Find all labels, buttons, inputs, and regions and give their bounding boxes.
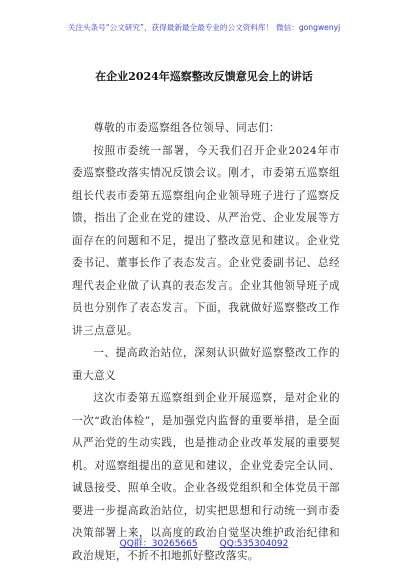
wechat-id: 微信：gongwenyj <box>276 23 341 32</box>
section-heading-1: 一、提高政治站位，深刻认识做好巡察整改工作的重大意义 <box>72 347 340 382</box>
qq-group-link[interactable]: QQ群：30265665 <box>119 539 198 549</box>
contact-footer <box>0 536 408 549</box>
qq-contact-link[interactable]: QQ:535304092 <box>219 539 289 549</box>
paragraph-intro: 按照市委统一部署，今天我们召开企业2024年市委巡察整改落实情况反馈会议。刚才，市委第五巡察组组长代表市委第五巡察组向企业领导班子进行了巡察反馈，指出了企业在党的建设、从严治党、企业发展等方面存在的问题和不足，提出了整改意见和建议。企业党委书记、董事长作了表态发言。企业党委副书记、总经理代表企业做了认真的表态发言。企业其他领导班子成员也分别作了表态发言。下面，我就做好巡察整改工作讲三点意见。 <box>72 144 340 337</box>
document-body <box>72 117 340 567</box>
promo-text: 关注头条号“公文研究”，获得最新最全最专业的公文资料库！ <box>67 23 274 32</box>
paragraph-section-1: 这次市委第五巡察组到企业开展巡察，是对企业的一次“政治体检”，是加强党内监督的重要举措，是全面从严治党的生动实践，也是推动企业改革发展的重要契机。对巡察组提出的意见和建议，企业党委完全认同、诚恳接受、照单全收。企业各级党组织和全体党员干部要进一步提高政治站位，切实把思想和行动统一到市委决策部署上来，以高度的政治自觉坚决维护政治纪律和政治规矩，不折不扣地抓好整改落实。 <box>72 392 340 562</box>
document-title: 在企业2024年巡察整改反馈意见会上的讲话 <box>95 70 313 83</box>
salutation: 尊敬的市委巡察组各位领导、同志们： <box>93 122 281 134</box>
promo-banner <box>0 22 408 33</box>
